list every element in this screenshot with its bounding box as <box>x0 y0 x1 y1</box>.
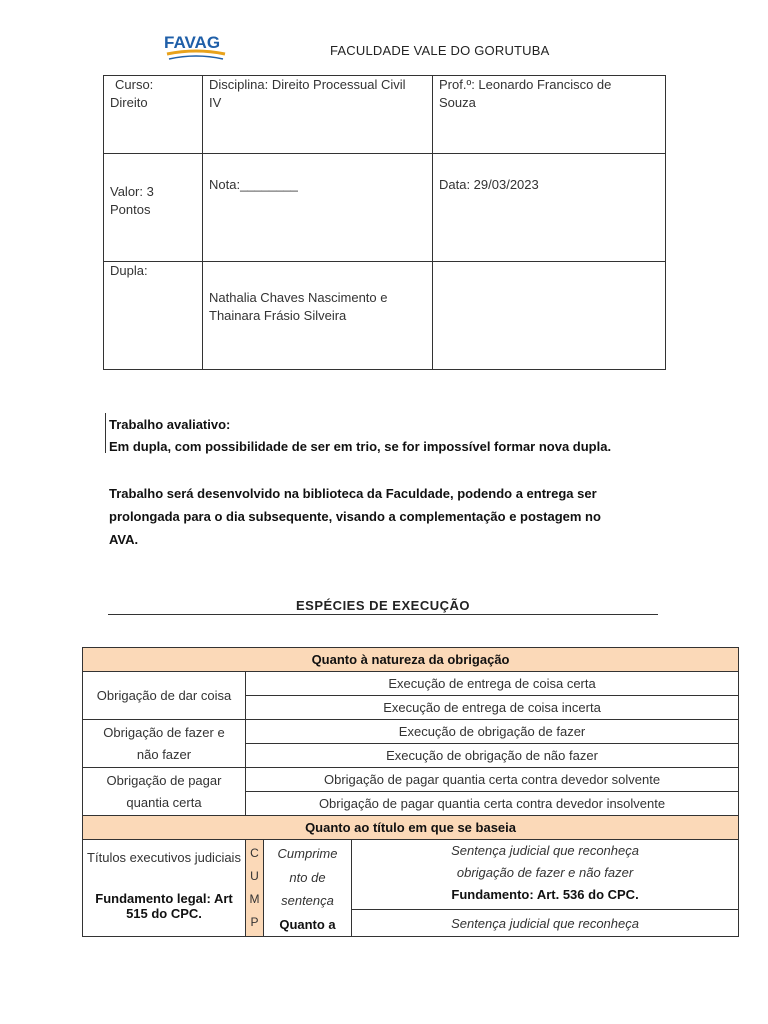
valor-cell <box>104 154 203 262</box>
nota-field: Nota:________ <box>209 176 298 192</box>
empty-cell <box>433 262 666 370</box>
pagar-row-2: Obrigação de pagar quantia certa contra devedor insolvente <box>246 792 739 816</box>
left-rule <box>105 413 106 453</box>
cump-vertical-label <box>246 840 264 937</box>
curso-value: Direito <box>110 95 148 110</box>
valor-line2: Pontos <box>110 201 151 217</box>
sentenca-1-line1: Sentença judicial que reconheça <box>451 843 639 858</box>
dupla-label: Dupla: <box>110 263 148 278</box>
pagar-label <box>83 768 246 816</box>
cump-letter-u: U <box>250 869 259 883</box>
curso-label: Curso: <box>115 77 154 92</box>
professor-line2: Souza <box>439 95 476 110</box>
disciplina-line2: IV <box>209 95 222 110</box>
college-name: FACULDADE VALE DO GORUTUBA <box>330 43 550 58</box>
instructions-block <box>109 414 611 458</box>
data-value: Data: 29/03/2023 <box>439 176 539 192</box>
species-table <box>82 647 739 937</box>
cump-letter-p: P <box>250 915 259 929</box>
sentenca-1-cell <box>352 840 739 910</box>
fazer-label <box>83 720 246 768</box>
dupla-label-cell <box>104 262 203 370</box>
paragraph-line1: Trabalho será desenvolvido na biblioteca da Faculdade, podendo a entrega ser <box>109 486 597 501</box>
sentenca-1-line2: obrigação de fazer e não fazer <box>456 865 634 880</box>
titulos-cell <box>83 840 246 937</box>
dupla-line2: Thainara Frásio Silveira <box>209 308 347 323</box>
nota-cell <box>203 154 433 262</box>
sentenca-2-cell <box>352 910 739 937</box>
cump-letter-m: M <box>249 892 260 906</box>
fazer-row-1: Execução de obrigação de fazer <box>246 720 739 744</box>
fundamento-legal: Fundamento legal: Art 515 do CPC. <box>95 890 233 921</box>
instructions-line1: Em dupla, com possibilidade de ser em trio, se for impossível formar nova dupla. <box>109 439 612 454</box>
instructions-paragraph <box>109 482 669 551</box>
instructions-title: Trabalho avaliativo: <box>109 417 231 432</box>
dar-row-2: Execução de entrega de coisa incerta <box>246 696 739 720</box>
professor-cell <box>433 76 666 154</box>
data-cell <box>433 154 666 262</box>
cumprimento-line1: Cumprime <box>277 846 338 861</box>
dupla-line1: Nathalia Chaves Nascimento e <box>209 290 388 305</box>
fundamento-536: Fundamento: Art. 536 do CPC. <box>451 887 639 902</box>
valor-line1: Valor: 3 <box>110 183 154 199</box>
fazer-label-line2: não fazer <box>136 746 192 762</box>
logo-text: FAVAG <box>164 33 221 52</box>
dar-coisa-label: Obrigação de dar coisa <box>83 672 246 720</box>
section-title: ESPÉCIES DE EXECUÇÃO <box>108 598 658 615</box>
disciplina-cell <box>203 76 433 154</box>
quanto-a: Quanto a <box>279 916 336 932</box>
cumprimento-cell <box>264 840 352 937</box>
fazer-label-line1: Obrigação de fazer e <box>103 724 225 740</box>
professor-line1: Prof.º: Leonardo Francisco de <box>439 77 612 92</box>
pagar-row-1: Obrigação de pagar quantia certa contra devedor solvente <box>246 768 739 792</box>
favag-logo <box>163 30 229 64</box>
header-natureza: Quanto à natureza da obrigação <box>83 648 739 672</box>
course-info-table <box>103 75 666 370</box>
titulos-label: Títulos executivos judiciais <box>87 849 241 865</box>
pagar-label-line1: Obrigação de pagar <box>106 772 222 788</box>
disciplina-line1: Disciplina: Direito Processual Civil <box>209 77 406 92</box>
pagar-label-line2: quantia certa <box>126 794 202 810</box>
sentenca-2-line1: Sentença judicial que reconheça <box>451 915 639 931</box>
cumprimento-line3: sentença <box>281 893 334 908</box>
curso-cell <box>104 76 203 154</box>
dupla-names-cell <box>203 262 433 370</box>
cumprimento-line2: nto de <box>289 869 326 885</box>
cump-letter-c: C <box>250 846 259 860</box>
dar-row-1: Execução de entrega de coisa certa <box>246 672 739 696</box>
header-titulo: Quanto ao título em que se baseia <box>83 816 739 840</box>
paragraph-line2: prolongada para o dia subsequente, visando a complementação e postagem no <box>109 509 601 524</box>
fazer-row-2: Execução de obrigação de não fazer <box>246 744 739 768</box>
paragraph-line3: AVA. <box>109 532 139 547</box>
